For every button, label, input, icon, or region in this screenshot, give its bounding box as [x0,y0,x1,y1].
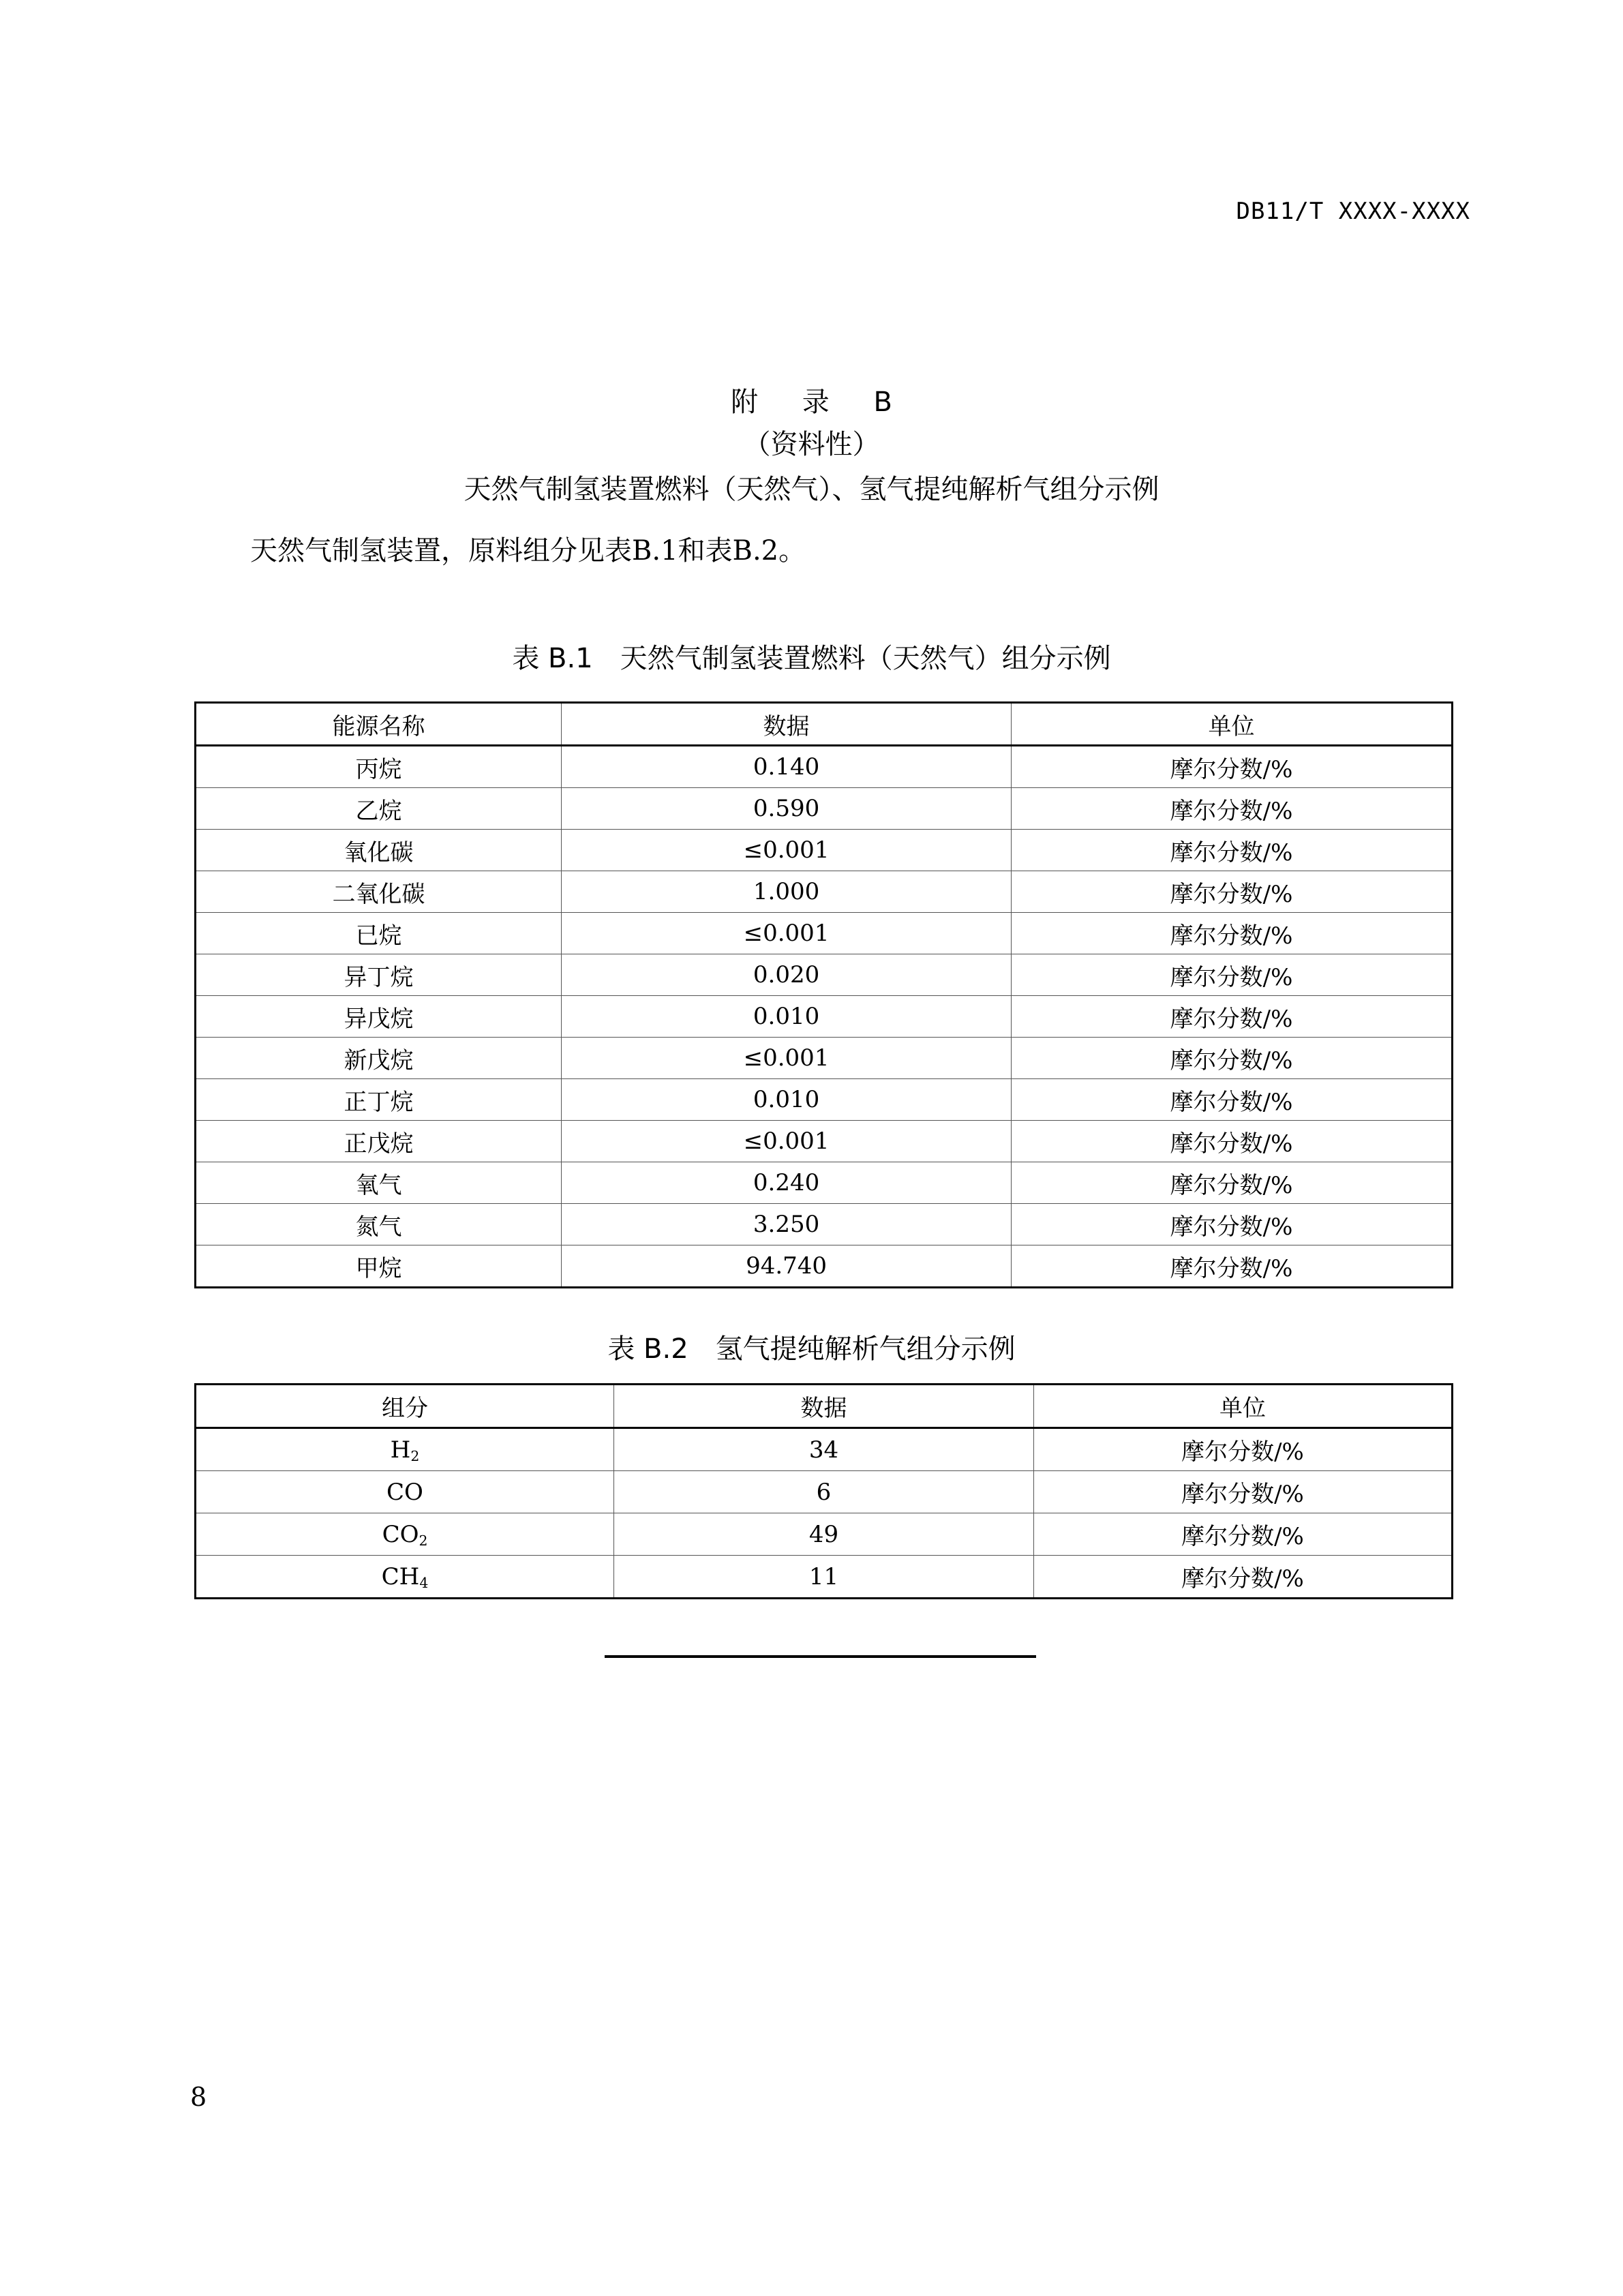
formula-subscript: 2 [410,1447,420,1464]
table-header-row [196,1385,1453,1428]
cell-component [196,1556,614,1599]
table1-body [196,746,1453,1288]
natural-gas-composition-table [194,701,1453,1288]
cell-energy-name: 氧化碳 [196,830,562,871]
component-formula: CO [382,1520,419,1548]
cell-unit: 摩尔分数/% [1012,788,1453,830]
column-header-unit: 单位 [1012,703,1453,746]
cell-unit: 摩尔分数/% [1012,830,1453,871]
table-row [196,1121,1453,1162]
cell-data: 0.590 [562,788,1012,830]
table-row [196,913,1453,954]
table2-caption-text: 氢气提纯解析气组分示例 [715,1333,1016,1365]
component-formula: H [390,1436,411,1464]
cell-energy-name: 氮气 [196,1204,562,1245]
table2-caption [0,1327,1623,1366]
table-row [196,996,1453,1038]
appendix-heading [0,382,1623,511]
document-code: DB11/T XXXX-XXXX [1236,198,1470,225]
cell-unit: 摩尔分数/% [1033,1471,1452,1513]
cell-data: 3.250 [562,1204,1012,1245]
cell-data: 1.000 [562,871,1012,913]
table-row [196,1038,1453,1079]
table-row [196,1204,1453,1245]
cell-data: 0.140 [562,746,1012,788]
formula-subscript: 2 [419,1532,428,1549]
cell-unit: 摩尔分数/% [1012,1079,1453,1121]
table2-body [196,1428,1453,1599]
cell-data: 0.240 [562,1162,1012,1204]
cell-unit: 摩尔分数/% [1012,746,1453,788]
component-formula: CO [386,1478,423,1506]
cell-energy-name: 正戊烷 [196,1121,562,1162]
component-formula: CH [381,1562,420,1590]
table-row [196,954,1453,996]
cell-unit: 摩尔分数/% [1033,1513,1452,1556]
cell-data: ≤0.001 [562,1038,1012,1079]
table-header-row [196,703,1453,746]
cell-data: 0.020 [562,954,1012,996]
cell-data: 11 [614,1556,1034,1599]
appendix-title: 附 录 B [731,387,910,418]
cell-energy-name: 正丁烷 [196,1079,562,1121]
column-header-component: 组分 [196,1385,614,1428]
cell-unit: 摩尔分数/% [1012,913,1453,954]
intro-paragraph: 天然气制氢装置，原料组分见表B.1和表B.2。 [250,535,806,567]
appendix-nature: （资料性） [743,429,880,460]
cell-component [196,1428,614,1471]
cell-unit: 摩尔分数/% [1012,954,1453,996]
desorption-gas-composition-table [194,1383,1453,1599]
cell-energy-name: 氧气 [196,1162,562,1204]
end-rule [605,1655,1036,1658]
cell-data: ≤0.001 [562,1121,1012,1162]
table1-caption-number: 表 B.1 [512,643,593,674]
column-header-unit: 单位 [1033,1385,1452,1428]
cell-energy-name: 二氧化碳 [196,871,562,913]
cell-unit: 摩尔分数/% [1033,1556,1452,1599]
cell-energy-name: 异戊烷 [196,996,562,1038]
cell-energy-name: 已烷 [196,913,562,954]
table2-caption-number: 表 B.2 [607,1333,688,1365]
formula-subscript: 4 [419,1574,429,1591]
table-row [196,1471,1453,1513]
cell-energy-name: 丙烷 [196,746,562,788]
table-row [196,1079,1453,1121]
cell-unit: 摩尔分数/% [1012,1162,1453,1204]
table-row [196,1162,1453,1204]
cell-unit: 摩尔分数/% [1012,1121,1453,1162]
cell-unit: 摩尔分数/% [1012,1038,1453,1079]
cell-data: 0.010 [562,996,1012,1038]
cell-energy-name: 甲烷 [196,1245,562,1288]
cell-unit: 摩尔分数/% [1012,871,1453,913]
table-row [196,830,1453,871]
cell-data: 0.010 [562,1079,1012,1121]
cell-component [196,1513,614,1556]
cell-unit: 摩尔分数/% [1033,1428,1452,1471]
cell-data: 94.740 [562,1245,1012,1288]
cell-energy-name: 乙烷 [196,788,562,830]
cell-data: ≤0.001 [562,830,1012,871]
column-header-data: 数据 [614,1385,1034,1428]
cell-energy-name: 异丁烷 [196,954,562,996]
table1-caption [0,637,1623,676]
cell-data: 49 [614,1513,1034,1556]
cell-data: 6 [614,1471,1034,1513]
page-number: 8 [190,2082,207,2112]
table-row [196,746,1453,788]
table-row [196,871,1453,913]
table-row [196,1428,1453,1471]
cell-energy-name: 新戊烷 [196,1038,562,1079]
table-row [196,1245,1453,1288]
column-header-data: 数据 [562,703,1012,746]
cell-unit: 摩尔分数/% [1012,996,1453,1038]
table-row [196,1513,1453,1556]
cell-data: 34 [614,1428,1034,1471]
cell-unit: 摩尔分数/% [1012,1245,1453,1288]
cell-unit: 摩尔分数/% [1012,1204,1453,1245]
appendix-subject: 天然气制氢装置燃料（天然气）、氢气提纯解析气组分示例 [464,474,1159,505]
table-row [196,788,1453,830]
cell-component [196,1471,614,1513]
table1-caption-text: 天然气制氢装置燃料（天然气）组分示例 [620,643,1111,674]
column-header-energy-name: 能源名称 [196,703,562,746]
table-row [196,1556,1453,1599]
cell-data: ≤0.001 [562,913,1012,954]
